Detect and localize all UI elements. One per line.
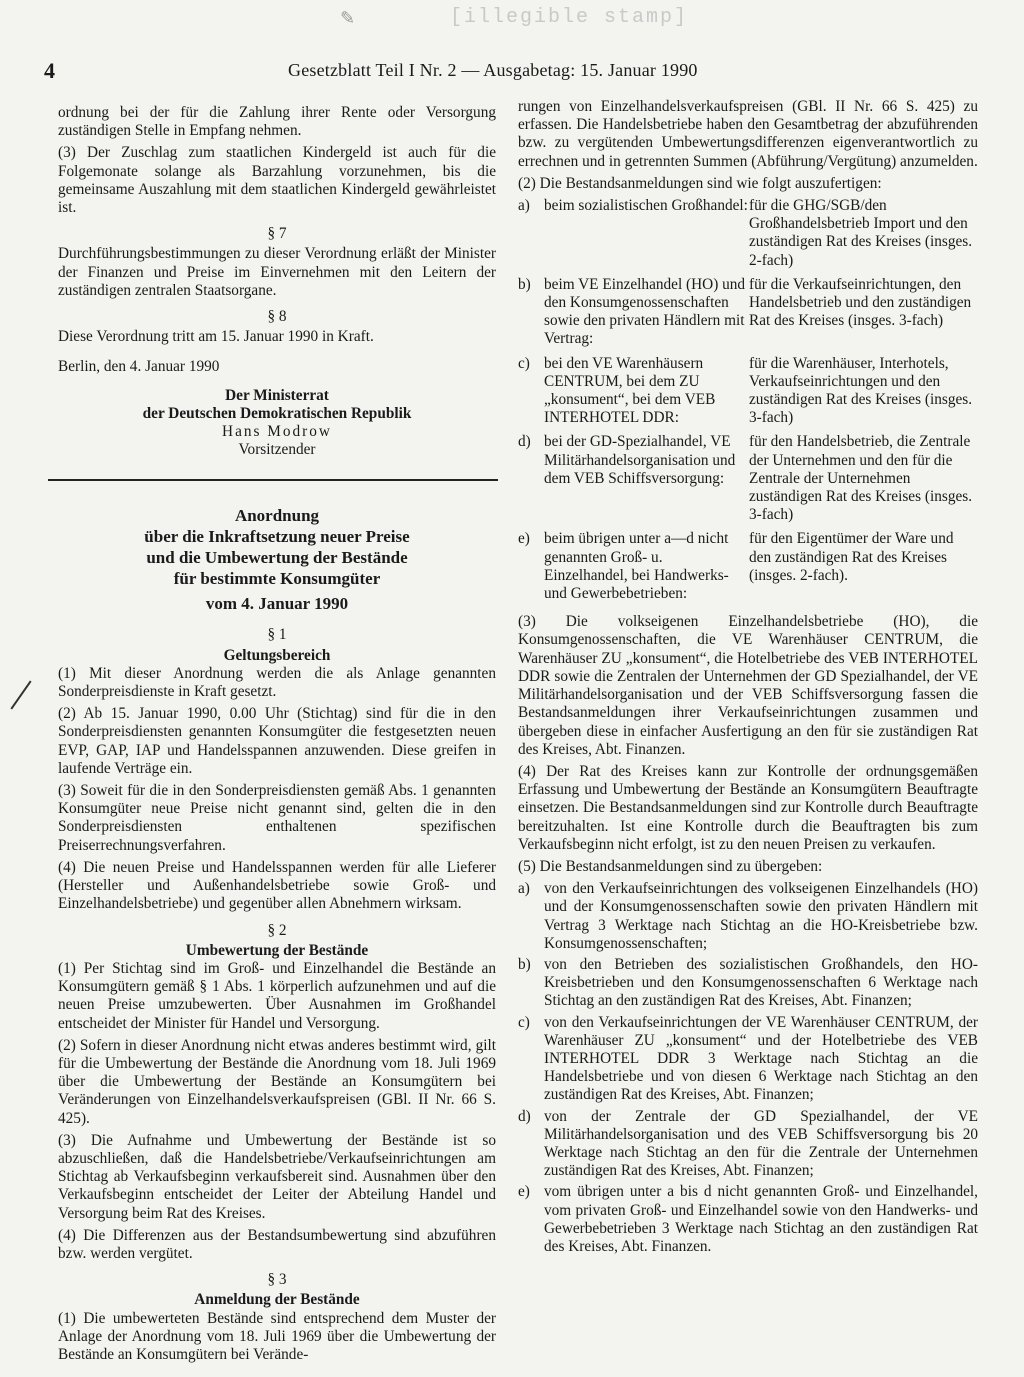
paragraph: (4) Die Differenzen aus der Bestandsumbewertung sind abzuführen bzw. werden vergütet.: [58, 1226, 496, 1262]
document-date: vom 4. Januar 1990: [205, 594, 349, 614]
paragraph: (1) Mit dieser Anordnung werden die als Anlage genannten Sonderpreisdienste in Kraft gesetzt.: [58, 664, 496, 701]
table-what: für die GHG/SGB/den Großhandelsbetrieb Import und den zuständigen Rat des Kreises (insges. 2-fach): [749, 197, 973, 269]
paragraph: (3) Die volkseigenen Einzelhandelsbetriebe (HO), die Konsumgenossenschaften, die VE Warenhäuser CENTRUM, die Warenhäuser ZU „konsument“, die Hotelbetriebe des VEB INTERHOTEL DDR sowie die Zentralen der Unternehmen der GD Spezialhandel, der VE Militärhandelsorganisation und der VEB Schiffsversorgung fassen die Bestandsanmeldungen ihrer Verkaufseinrichtungen zusammen und übergeben diese in einfacher Ausfertigung an den für sie zuständigen Rat des Kreises, Abt. Finanzen.: [518, 613, 978, 758]
signature-body: der Deutschen Demokratischen Republik: [142, 404, 412, 422]
document-title: und die Umbewertung der Bestände: [146, 548, 408, 568]
section-title: Geltungsbereich: [223, 646, 331, 664]
page-header: [40, 58, 990, 88]
list-key: b): [518, 955, 531, 973]
margin-mark: [10, 681, 31, 710]
paragraph: (1) Die umbewerteten Bestände sind entsprechend dem Muster der Anlage der Anordnung vom 18. Juli 1969 über die Umbewertung der Bestände an Konsumgütern bei Verände-: [58, 1309, 496, 1363]
table-who: beim sozialistischen Großhandel:: [544, 197, 748, 215]
paragraph: (1) Per Stichtag sind im Groß- und Einzelhandel die Bestände an Konsumgütern gemäß § 1 Abs. 1 körperlich aufzunehmen und auf die neuen Preise umzubewerten. Über Ausnahmen im Großhandel entscheidet der Minister für Handel und Versorgung.: [58, 959, 496, 1032]
archive-stamp: [illegible stamp]: [450, 6, 689, 29]
section-heading: § 2: [267, 921, 287, 939]
paragraph: (3) Soweit für die in den Sonderpreisdiensten gemäß Abs. 1 genannten Konsumgüter neue Preise nicht genannt sind, gelten die in den Sonderpreisdiensten enthaltenen spezifischen Preiserrechnungsverfahren.: [58, 782, 496, 854]
paragraph: (3) Der Zuschlag zum staatlichen Kindergeld ist auch für die Folgemonate solange als Barzahlung vorzunehmen, bis die gemeinsame Auszahlung mit dem staatlichen Kindergeld gewährleistet ist.: [58, 144, 496, 217]
section-heading: § 7: [267, 225, 287, 243]
table-what: für den Eigentümer der Ware und den zuständigen Rat des Kreises (insges. 2-fach).: [749, 530, 954, 584]
list-key: c): [518, 1013, 530, 1031]
list-key: e): [518, 1183, 530, 1201]
list-item: [518, 1108, 978, 1181]
section-heading: § 3: [267, 1271, 287, 1289]
section-heading: § 8: [267, 308, 287, 326]
list-text: von den Verkaufseinrichtungen der VE Warenhäuser CENTRUM, der Warenhäuser ZU „konsument“ und der Hotelbetriebe des VEB INTERHOTEL DDR 3 Werktage nach Stichtag an die Handelsbetriebe und von diesen 6 Werktage nach Stichtag an den zuständigen Rat des Kreises, Abt. Finanzen;: [544, 1013, 978, 1104]
page-number: 4: [44, 58, 55, 83]
table-who: bei den VE Warenhäusern CENTRUM, bei dem ZU „konsument“, bei dem VEB INTERHOTEL DDR:: [544, 354, 716, 427]
paragraph: ordnung bei der für die Zahlung ihrer Rente oder Versorgung zuständigen Stelle in Empfang nehmen.: [58, 104, 496, 140]
left-column: [58, 104, 496, 1368]
signatory-name: Hans Modrow: [222, 423, 332, 441]
table-who: beim übrigen unter a—d nicht genannten Groß- u. Einzelhandel, bei Handwerks- und Gewerbebetrieben:: [544, 530, 729, 603]
distribution-table: [518, 197, 978, 609]
paragraph: (3) Die Aufnahme und Umbewertung der Bestände ist so abzuschließen, daß die Handelsbetriebe/Verkaufseinrichtungen am Stichtag ab Verkaufsbeginn verkaufsbereit sind. Ausnahmen über den Verkaufsbeginn entscheidet der Leiter der Abteilung Handel und Versorgung beim Rat des Kreises.: [58, 1131, 496, 1222]
table-key: a): [518, 197, 530, 215]
section-heading: § 1: [267, 626, 287, 644]
list-text: von der Zentrale der GD Spezialhandel, der VE Militärhandelsorganisation und des VEB Schiffsversorgung bis 20 Werktage nach Stichtag an den für die Zentrale der Unternehmen zuständigen Rat des Kreises, Abt. Finanzen;: [544, 1107, 978, 1180]
table-who: beim VE Einzelhandel (HO) und den Konsumgenossenschaften sowie den privaten Händlern mit Vertrag:: [544, 275, 746, 348]
paragraph: (2) Ab 15. Januar 1990, 0.00 Uhr (Stichtag) sind für die in den Sonderpreisdiensten genannten Konsumgüter die festgesetzten neuen EVP, GAP, IAP und Handelsspannen anzuwenden. Diese greifen in laufende Verträge ein.: [58, 705, 496, 777]
paragraph: Diese Verordnung tritt am 15. Januar 1990 in Kraft.: [58, 328, 374, 346]
list-item: [518, 1014, 978, 1105]
list-key: a): [518, 880, 530, 898]
table-key: d): [518, 433, 531, 451]
section-title: Umbewertung der Bestände: [185, 941, 369, 959]
table-who: bei der GD-Spezialhandel, VE Militärhandelsorganisation und dem VEB Schiffsversorgung:: [544, 433, 736, 487]
list-key: d): [518, 1107, 531, 1125]
document-title: für bestimmte Konsumgüter: [173, 569, 381, 589]
paragraph: (4) Der Rat des Kreises kann zur Kontrolle der ordnungsgemäßen Erfassung und Umbewertung der Bestände an Konsumgütern Beauftragte einsetzen. Die Bestandsanmeldungen sind zur Kontrolle durch Beauftragte bereitzuhalten. Ist eine Kontrolle durch die Beauftragten bis zum Verkaufsbeginn nicht erfolgt, ist zu den neuen Preisen zu verkaufen.: [518, 762, 978, 853]
paragraph: (5) Die Bestandsanmeldungen sind zu übergeben:: [518, 857, 823, 875]
paragraph: rungen von Einzelhandelsverkaufspreisen (GBl. II Nr. 66 S. 425) zu erfassen. Die Handelsbetriebe haben den Gesamtbetrag der abzuführenden bzw. zu vergütenden Umbewertungsdifferenzen eigenverantwortlich zu errechnen und in getrennten Summen (Abführung/Vergütung) anzumelden.: [518, 98, 978, 170]
running-title: Gesetzblatt Teil I Nr. 2 — Ausgabetag: 15. Januar 1990: [288, 60, 698, 80]
table-key: e): [518, 530, 530, 548]
paragraph: Durchführungsbestimmungen zu dieser Verordnung erläßt der Minister der Finanzen und Preise im Einvernehmen mit den Leitern der zuständigen zentralen Staatsorgane.: [58, 245, 496, 299]
table-what: für die Verkaufseinrichtungen, den Handelsbetrieb und den zuständigen Rat des Kreises (insges. 3-fach): [749, 275, 972, 330]
table-key: c): [518, 354, 530, 372]
signature-body: Der Ministerrat: [225, 386, 329, 404]
section-title: Anmeldung der Bestände: [194, 1291, 360, 1309]
ink-smudge: ✎: [340, 8, 356, 28]
paragraph: (2) Die Bestandsanmeldungen sind wie folgt auszufertigen:: [518, 174, 882, 192]
list-item: [518, 880, 978, 953]
list-text: vom übrigen unter a bis d nicht genannten Groß- und Einzelhandel, vom privaten Groß- und Einzelhandel sowie von den Handwerks- und Gewerbebetrieben 3 Werktage nach Stichtag an den zuständigen Rat des Kreises, Abt. Finanzen.: [544, 1183, 978, 1255]
place-date: Berlin, den 4. Januar 1990: [58, 358, 220, 376]
document-title: Anordnung: [234, 506, 320, 526]
right-column: [518, 98, 978, 1259]
divider: [48, 479, 498, 481]
table-what: für die Warenhäuser, Interhotels, Verkaufseinrichtungen und den zuständigen Rat des Kreises (insges. 3-fach): [749, 354, 973, 427]
document-title: über die Inkraftsetzung neuer Preise: [144, 527, 410, 547]
paragraph: (2) Sofern in dieser Anordnung nicht etwas anderes bestimmt wird, gilt für die Umbewertung der Bestände die Anordnung vom 18. Juli 1969 über die Umbewertung der Bestände an Konsumgütern bei Veränderungen von Einzelhandelsverkaufspreisen (GBl. II Nr. 66 S. 425).: [58, 1036, 496, 1127]
signatory-title: Vorsitzender: [238, 441, 316, 459]
list-text: von den Verkaufseinrichtungen des volkseigenen Einzelhandels (HO) und der Konsumgenossenschaften sowie den privaten Händlern mit Vertrag 3 Werktage nach Stichtag an die HO-Kreisbetriebe bzw. Konsumgenossenschaften;: [544, 880, 978, 952]
list-item: [518, 1183, 978, 1256]
paragraph: (4) Die neuen Preise und Handelsspannen werden für alle Lieferer (Hersteller und Außenhandelsbetriebe sowie Groß- und Einzelhandelsbetriebe) und gegenüber allen Abnehmern wirksam.: [58, 858, 496, 913]
table-what: für den Handelsbetrieb, die Zentrale der Unternehmen und den für die Zentrale der Unternehmen zuständigen Rat des Kreises (insges. 3-fach): [749, 433, 973, 524]
list-text: von den Betrieben des sozialistischen Großhandels, den HO-Kreisbetrieben und den Konsumgenossenschaften 6 Werktage nach Stichtag an den zuständigen Rat des Kreises, Abt. Finanzen;: [544, 955, 978, 1010]
table-key: b): [518, 275, 531, 293]
list-item: [518, 956, 978, 1011]
